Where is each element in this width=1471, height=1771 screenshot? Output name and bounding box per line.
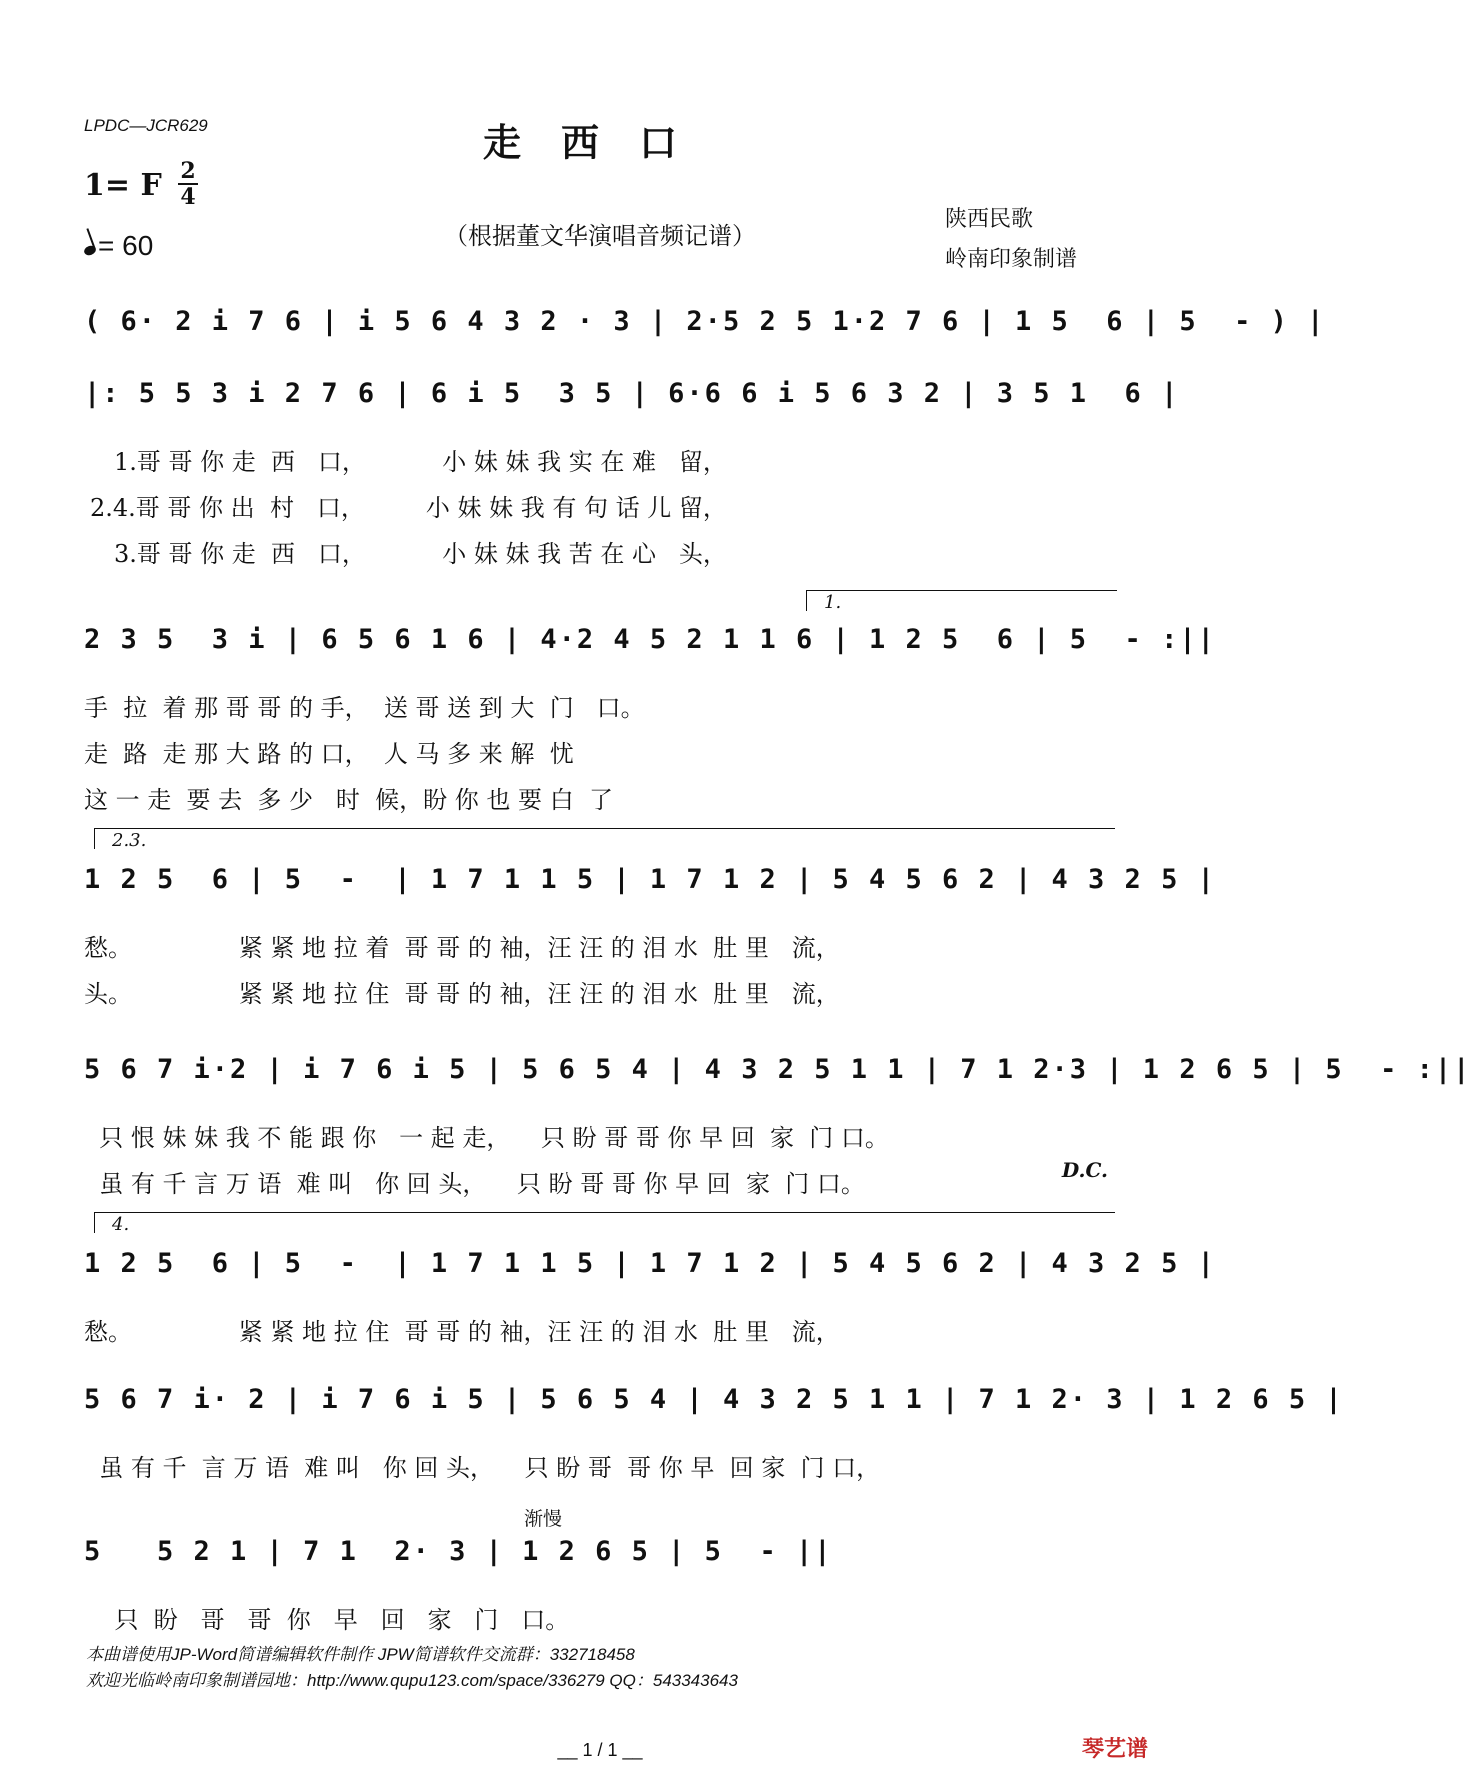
volta-label: 1. bbox=[824, 592, 842, 613]
notes-line: 5 5 2 1 | 7 1 2· 3 | 1 2 6 5 | 5 - || bbox=[84, 1536, 833, 1567]
tempo-change-mark: 渐慢 bbox=[524, 1508, 563, 1530]
score-system-3 bbox=[84, 828, 1216, 1008]
score-system-7 bbox=[84, 1500, 1118, 1634]
lyric-line: 只 盼 哥 哥 你 早 回 家 门 口。 bbox=[84, 1606, 570, 1634]
notes-line: |: 5 5 3 i 2 7 6 | 6 i 5 3 5 | 6·6 6 i 5 6 3 2 | 3 5 1 6 | bbox=[84, 378, 1180, 409]
volta-bracket bbox=[806, 590, 1117, 611]
origin: 陕西民歌 bbox=[945, 207, 1034, 232]
time-signature bbox=[178, 160, 198, 208]
key-signature: 1= F bbox=[84, 168, 162, 203]
score-code: LPDC—JCR629 bbox=[84, 116, 208, 135]
score-system-2 bbox=[84, 590, 1216, 814]
notes-line: ( 6· 2 i 7 6 | i 5 6 4 3 2 · 3 | 2·5 2 5 1·2 7 6 | 1 5 6 | 5 - ) | bbox=[84, 306, 1326, 337]
lyric-line: 走 路 走 那 大 路 的 口， 人 马 多 来 解 忧 bbox=[84, 740, 574, 768]
volta-label: 4. bbox=[112, 1214, 130, 1235]
volta-label: 2.3. bbox=[112, 830, 147, 851]
lyric-line: 头。 紧 紧 地 拉 住 哥 哥 的 袖，汪 汪 的 泪 水 肚 里 流， bbox=[84, 980, 840, 1008]
volta-bracket bbox=[94, 828, 1115, 849]
lyric-line: 愁。 紧 紧 地 拉 着 哥 哥 的 袖，汪 汪 的 泪 水 肚 里 流， bbox=[84, 934, 840, 962]
page-number: __ 1 / 1 __ bbox=[557, 1740, 643, 1760]
notes-line: 1 2 5 6 | 5 - | 1 7 1 1 5 | 1 7 1 2 | 5 4 5 6 2 | 4 3 2 5 | bbox=[84, 864, 1216, 895]
lyric-line: 3.哥 哥 你 走 西 口， 小 妹 妹 我 苦 在 心 头， bbox=[114, 540, 727, 568]
notes-line: 5 6 7 i· 2 | i 7 6 i 5 | 5 6 5 4 | 4 3 2 5 1 1 | 7 1 2· 3 | 1 2 6 5 | bbox=[84, 1384, 1344, 1415]
lyric-line: 手 拉 着 那 哥 哥 的 手， 送 哥 送 到 大 门 口。 bbox=[84, 694, 645, 722]
notes-line: 5 6 7 i·2 | i 7 6 i 5 | 5 6 5 4 | 4 3 2 5 1 1 | 7 1 2·3 | 1 2 6 5 | 5 - :|| bbox=[84, 1054, 1471, 1085]
notes-line: 2 3 5 3 i | 6 5 6 1 6 | 4·2 4 5 2 1 1 6 | 1 2 5 6 | 5 - :|| bbox=[84, 624, 1216, 655]
score-system-4 bbox=[84, 1040, 1471, 1210]
page-title: 走西口 bbox=[482, 120, 717, 165]
dc-mark: D.C. bbox=[1061, 1158, 1108, 1182]
score-system-intro bbox=[84, 300, 1326, 360]
notes-line: 1 2 5 6 | 5 - | 1 7 1 1 5 | 1 7 1 2 | 5 4 5 6 2 | 4 3 2 5 | bbox=[84, 1248, 1216, 1279]
lyric-line: 这 一 走 要 去 多 少 时 候，盼 你 也 要 白 了 bbox=[84, 786, 613, 814]
lyric-line: 2.4.哥 哥 你 出 村 口， 小 妹 妹 我 有 句 话 儿 留， bbox=[90, 494, 727, 522]
site-logo: 琴艺谱 bbox=[1082, 1737, 1149, 1762]
composer-block bbox=[945, 200, 1077, 280]
score-system-6 bbox=[84, 1370, 1344, 1500]
lyric-line: 1.哥 哥 你 走 西 口， 小 妹 妹 我 实 在 难 留， bbox=[114, 448, 727, 476]
subtitle: （根据董文华演唱音频记谱） bbox=[444, 222, 756, 250]
arranger: 岭南印象制谱 bbox=[945, 247, 1078, 272]
time-bottom: 4 bbox=[180, 184, 196, 210]
lyric-line: 只 恨 妹 妹 我 不 能 跟 你 一 起 走， 只 盼 哥 哥 你 早 回 家 门 口。 bbox=[84, 1124, 889, 1152]
footer-line-2: 欢迎光临岭南印象制谱园地：http://www.qupu123.com/space/336279 QQ：543343643 bbox=[86, 1671, 738, 1690]
lyric-line: 虽 有 千 言 万 语 难 叫 你 回 头， 只 盼 哥 哥 你 早 回 家 门 口。 bbox=[84, 1170, 865, 1198]
score-system-5 bbox=[84, 1212, 1216, 1352]
tempo-value: = 60 bbox=[98, 230, 154, 261]
lyric-line: 愁。 紧 紧 地 拉 住 哥 哥 的 袖，汪 汪 的 泪 水 肚 里 流， bbox=[84, 1318, 840, 1346]
score-system-1 bbox=[84, 372, 1180, 568]
volta-bracket bbox=[94, 1212, 1115, 1233]
time-top: 2 bbox=[180, 158, 196, 184]
footer-line-1: 本曲谱使用JP-Word简谱编辑软件制作 JPW简谱软件交流群：332718458 bbox=[86, 1645, 635, 1664]
lyric-line: 虽 有 千 言 万 语 难 叫 你 回 头， 只 盼 哥 哥 你 早 回 家 门 口， bbox=[84, 1454, 881, 1482]
